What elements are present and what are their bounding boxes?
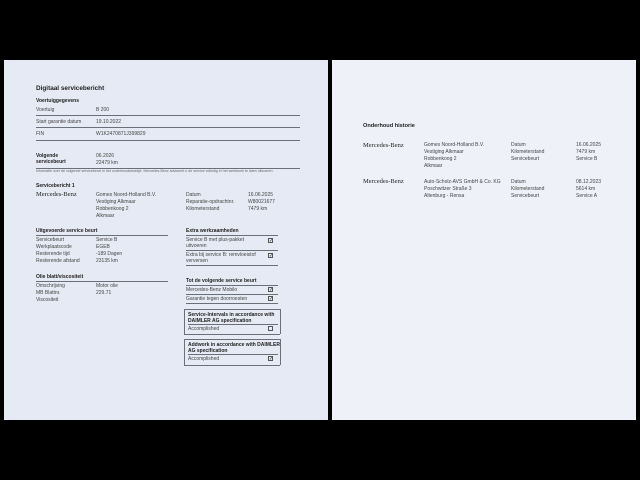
next-service-km: 22479 km [96,160,118,166]
service-date-label: Datum [186,192,201,198]
history-dealer-line: Robbenkoog 2 [424,156,457,162]
remaining-distance-value: 23135 km [96,258,118,264]
history-service-value: Service A [576,193,598,199]
history-mileage-label: Kilometerstand [511,149,545,155]
service-heading: Servicebericht 1 [36,183,75,189]
box-border-right [280,339,281,365]
history-mileage-value: 5614 km [576,186,596,192]
history-dealer-line: Auto-Scholz-AVS GmbH & Co. KG [424,179,501,185]
dealer-line: Alkmaar [96,213,115,219]
remaining-time-label: Resterende tijd [36,251,70,257]
history-service-label: Servicebeurt [511,193,540,199]
workshop-code-label: Werkplaatscode [36,244,72,250]
fin-label: FIN [36,131,45,137]
remaining-time-value: -189 Dagen [96,251,123,257]
mercedes-benz-logo: Mercedes-Benz [363,178,404,185]
history-date-label: Datum [511,142,526,148]
divider [186,303,278,304]
left-document-page [4,60,328,420]
dealer-line: Gomes Noord-Holland B.V. [96,192,157,198]
warranty-value: 19.10.2022 [96,119,122,125]
vehicle-label: Voertuig [36,107,55,113]
history-dealer-line: Gomes Noord-Holland B.V. [424,142,485,148]
box-border-bottom [184,365,280,366]
order-number-value: W80021677 [248,199,275,205]
workshop-code-value: EGEB [96,244,110,250]
mercedes-benz-logo: Mercedes-Benz [36,191,77,198]
divider [188,324,278,325]
oil-description-label: Omschrijving [36,283,65,289]
divider [36,127,300,128]
box-border-top [184,339,280,340]
history-service-label: Servicebeurt [511,156,540,162]
service-date-value: 16.06.2025 [248,192,274,198]
divider [36,140,300,141]
page-title: Digitaal servicebericht [36,85,105,92]
mercedes-benz-logo: Mercedes-Benz [363,142,404,149]
history-mileage-label: Kilometerstand [511,186,545,192]
divider [36,281,168,282]
service-type-value: Service B [96,237,118,243]
dealer-line: Robbenkoog 2 [96,206,129,212]
remaining-distance-label: Resterende afstand [36,258,80,264]
history-date-value: 08.12.2023 [576,179,602,185]
extra-work-item: Service B met plus-pakket uitvoeren [186,237,245,249]
next-service-date: 06.2026 [96,153,115,159]
viscosity-label: Viscositeit [36,297,59,303]
oil-description-value: Motor olie [96,283,118,289]
history-date-label: Datum [511,179,526,185]
performed-heading: Uitgevoerde service beurt [36,228,98,234]
history-dealer-line: Altenburg - Rensa [424,193,465,199]
extra-work-checkbox[interactable]: ✓ [269,238,274,244]
history-dealer-line: Poschwitzer Straße 3 [424,186,472,192]
until-next-checkbox[interactable]: ✓ [269,287,274,293]
history-date-value: 16.06.2025 [576,142,602,148]
oil-sheet-label: MB Blattnr. [36,290,61,296]
history-dealer-line: Vestiging Alkmaar [424,149,464,155]
warranty-label: Start garantie datum [36,119,82,125]
intervals-checkbox[interactable] [268,326,273,331]
history-mileage-value: 7479 km [576,149,596,155]
addwork-checkbox[interactable]: ✓ [269,356,274,362]
box-border-left [184,339,185,365]
intervals-accomplished: Accomplished [188,326,220,332]
extra-work-item: Extra bij service B: remvloeistof verversen [186,252,256,264]
extra-work-heading: Extra werkzaamheden [186,228,239,234]
next-service-label: Volgende servicebeurt [36,153,66,165]
next-service-note: Informatie over de volgende servicebeurt in het onderhoudsboekje. Mercedes-Benz adviseert u de service volledig in het werkboek te laten uitvoeren. [36,169,274,173]
divider [186,285,278,286]
box-border-top [184,309,280,310]
addwork-accomplished: Accomplished [188,356,220,362]
extra-work-checkbox[interactable]: ✓ [269,253,274,259]
history-dealer-line: Alkmaar [424,163,443,169]
mileage-label: Kilometerstand [186,206,220,212]
intervals-heading: Service-Intervals in accordance with DAIMLER AG specification [188,312,275,324]
divider [36,235,168,236]
service-type-label: Servicebeurt [36,237,65,243]
until-next-item: Mercedes-Benz Mobilo [186,287,238,293]
until-next-item: Garantie tegen doorroesten [186,296,248,302]
fin-value: W1K2470871J399829 [96,131,146,137]
mileage-value: 7479 km [248,206,268,212]
box-border-right [280,309,281,334]
divider [186,235,278,236]
oil-sheet-value: 229.71 [96,290,112,296]
right-document-page [332,60,636,420]
addwork-heading: Addwork in accordance with DAIMLER AG specification [188,342,280,354]
order-number-label: Reparatie-opdrachtnr. [186,199,235,205]
history-title: Onderhoud historie [363,123,415,129]
box-border-left [184,309,185,334]
divider [186,250,278,251]
vehicle-heading: Voertuiggegevens [36,98,79,104]
until-next-heading: Tot de volgende service beurt [186,278,257,284]
vehicle-value: B 200 [96,107,110,113]
box-border-bottom [184,334,280,335]
divider [188,354,278,355]
divider [36,115,300,116]
oil-heading: Olie blatt/viscositeit [36,274,84,280]
divider [186,265,278,266]
dealer-line: Vestiging Alkmaar [96,199,136,205]
history-service-value: Service B [576,156,598,162]
divider [186,294,278,295]
until-next-checkbox[interactable]: ✓ [269,296,274,302]
